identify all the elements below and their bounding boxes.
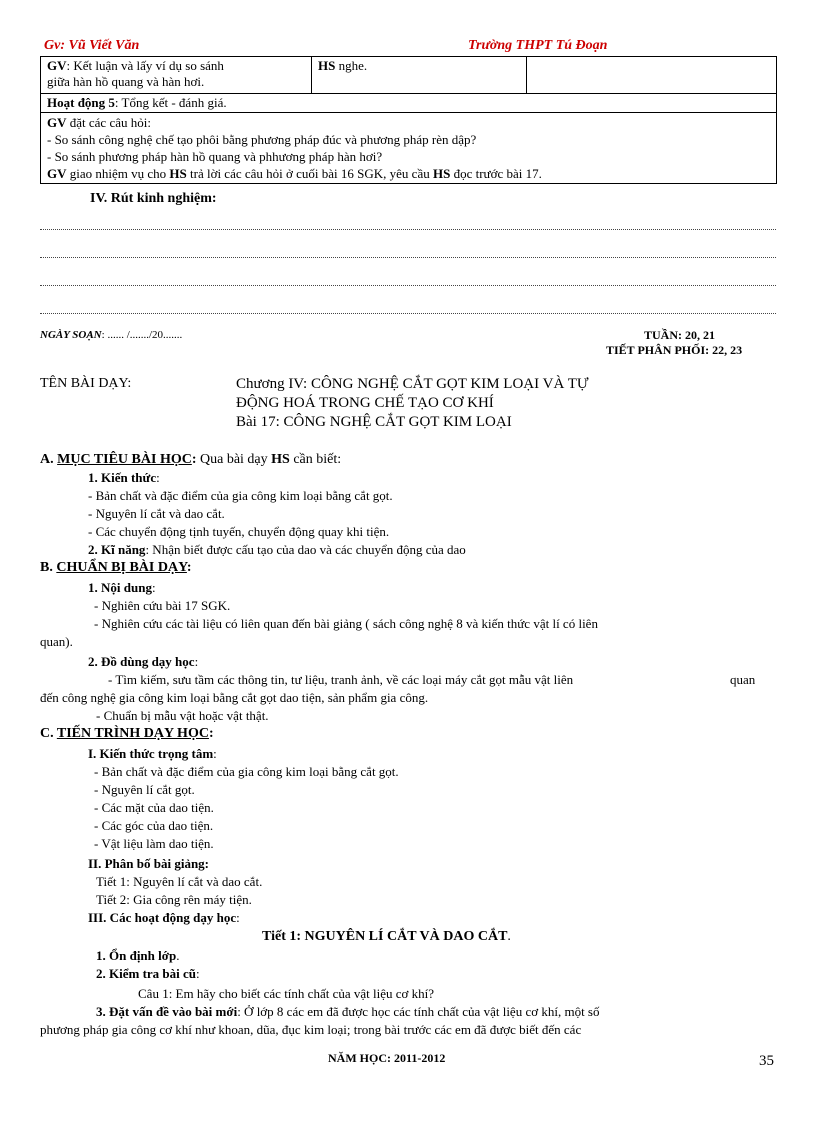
list-item: - Nguyên lí cắt gọt. bbox=[94, 782, 195, 797]
colon: : bbox=[213, 746, 217, 761]
list-item: - Bản chất và đặc điểm của gia công kim loại bằng cắt gọt. bbox=[94, 764, 399, 779]
list-item: - Chuẩn bị mẫu vật hoặc vật thật. bbox=[96, 708, 269, 723]
cell-text: : Tổng kết - đánh giá. bbox=[114, 95, 227, 110]
footer-year: NĂM HỌC: 2011-2012 bbox=[328, 1051, 446, 1065]
section-title: TIẾN TRÌNH DẠY HỌC bbox=[56, 726, 209, 741]
gv-label: GV bbox=[47, 115, 67, 130]
hs-label: HS bbox=[432, 166, 451, 181]
table-cell bbox=[41, 113, 777, 184]
chapter-title-line1: Chương IV: CÔNG NGHỆ CẮT GỌT KIM LOẠI VÀ TỰ bbox=[236, 376, 589, 392]
list-item: - Bản chất và đặc điểm của gia công kim loại bằng cắt gọt. bbox=[88, 488, 393, 503]
dat-van-de bbox=[96, 1003, 600, 1021]
gv-label: GV bbox=[47, 166, 67, 181]
cell-text: trả lời các câu hỏi ở cuối bài 16 SGK, yêu cầu bbox=[186, 166, 433, 181]
section-colon: : bbox=[186, 560, 192, 575]
subheading-text: : Nhận biết được cấu tạo của dao và các chuyển động của dao bbox=[145, 542, 466, 557]
ten-bai-label: TÊN BÀI DẠY: bbox=[40, 376, 132, 391]
phan-bo-heading: II. Phân bố bài giảng: bbox=[88, 856, 210, 871]
tiet-phan-phoi: TIẾT PHÂN PHỐI: 22, 23 bbox=[606, 343, 743, 357]
list-item: - Các chuyển động tịnh tuyến, chuyển động quay khi tiện. bbox=[88, 524, 390, 539]
dot: . bbox=[176, 948, 180, 963]
subheading: I. Kiến thức trọng tâm bbox=[88, 746, 214, 761]
hs-label: HS bbox=[271, 452, 290, 467]
dotted-line bbox=[40, 257, 776, 258]
subheading: 2. Kĩ năng bbox=[88, 542, 146, 557]
paragraph-cont: phương pháp gia công cơ khí như khoan, dũa, đục kim loại; trong bài trước các em đã được biết đến các bbox=[40, 1022, 582, 1037]
table-row bbox=[41, 57, 777, 94]
lesson-title: Bài 17: CÔNG NGHỆ CẮT GỌT KIM LOẠI bbox=[236, 414, 512, 430]
do-dung-heading bbox=[88, 653, 198, 671]
subheading: 2. Kiểm tra bài cũ bbox=[96, 966, 197, 981]
ngay-soan-value: : ...... /......./20....... bbox=[101, 329, 183, 341]
kiem-tra-bai-cu bbox=[96, 965, 200, 983]
section-prefix: A. bbox=[40, 452, 58, 467]
list-item: - Tìm kiếm, sưu tầm các thông tin, tư liệu, tranh ảnh, về các loại máy cắt gọt mẫu vật liên bbox=[108, 672, 574, 687]
list-item: Tiết 2: Gia công rên máy tiện. bbox=[96, 892, 252, 907]
cell-text: nghe. bbox=[335, 58, 368, 73]
activity-label: Hoạt động 5 bbox=[47, 95, 115, 110]
noi-dung-heading bbox=[88, 579, 156, 597]
colon: : bbox=[196, 966, 200, 981]
list-item-end: quan bbox=[730, 672, 756, 687]
section-prefix: C. bbox=[40, 726, 57, 741]
dot: . bbox=[507, 929, 511, 944]
colon: : bbox=[156, 470, 160, 485]
tuan: TUẦN: 20, 21 bbox=[644, 328, 715, 342]
tiet1-title bbox=[262, 928, 511, 946]
table-cell bbox=[41, 57, 312, 94]
table-row bbox=[41, 94, 777, 113]
table-cell bbox=[527, 57, 777, 94]
list-item: - Các góc của dao tiện. bbox=[94, 818, 214, 833]
list-item-cont: đến công nghệ gia công kim loại bằng cắt gọt dao tiện, sản phẩm gia công. bbox=[40, 690, 429, 705]
cell-text: : Kết luận và lấy ví dụ so sánh bbox=[66, 58, 224, 73]
cell-text: - So sánh công nghệ chế tạo phôi bằng phương pháp đúc và phương pháp rèn dập? bbox=[47, 132, 477, 147]
list-item: - Vật liệu làm dao tiện. bbox=[94, 836, 214, 851]
subheading: 1. Nội dung bbox=[88, 580, 152, 595]
subheading: 1. Ổn định lớp bbox=[96, 948, 177, 963]
dotted-line bbox=[40, 229, 776, 230]
list-item: - Nghiên cứu các tài liệu có liên quan đến bài giảng ( sách công nghệ 8 và kiến thức vật lí có liên bbox=[94, 616, 598, 631]
cell-text: giao nhiệm vụ cho bbox=[66, 166, 170, 181]
table-cell bbox=[41, 94, 777, 113]
subheading: 2. Đồ dùng dạy học bbox=[88, 654, 195, 669]
table-row bbox=[41, 113, 777, 184]
section-text: cần biết: bbox=[289, 452, 342, 467]
hs-label: HS bbox=[169, 166, 187, 181]
dotted-line bbox=[40, 313, 776, 314]
cau-hoi-1: Câu 1: Em hãy cho biết các tính chất của vật liệu cơ khí? bbox=[138, 986, 435, 1001]
list-item-cont: quan). bbox=[40, 634, 73, 649]
hoat-dong-heading bbox=[88, 909, 240, 927]
tiet1-text: Tiết 1: NGUYÊN LÍ CẮT VÀ DAO CẮT bbox=[262, 929, 508, 944]
kien-thuc-trong-tam bbox=[88, 745, 217, 763]
cell-text: giữa hàn hồ quang và hàn hơi. bbox=[47, 74, 205, 89]
hs-label: HS bbox=[318, 58, 336, 73]
section-rut-kinh-nghiem: IV. Rút kinh nghiệm: bbox=[90, 191, 217, 206]
chapter-title-line2: ĐỘNG HOÁ TRONG CHẾ TẠO CƠ KHÍ bbox=[236, 395, 494, 411]
section-prefix: B. bbox=[40, 560, 57, 575]
section-c bbox=[40, 725, 214, 743]
section-title: CHUẨN BỊ BÀI DẠY bbox=[56, 560, 187, 575]
list-item: - Nghiên cứu bài 17 SGK. bbox=[94, 598, 231, 613]
list-item: - Các mặt của dao tiện. bbox=[94, 800, 214, 815]
colon: : bbox=[151, 580, 156, 595]
ngay-soan bbox=[40, 326, 182, 344]
dotted-line bbox=[40, 285, 776, 286]
section-b bbox=[40, 559, 192, 577]
subheading: 1. Kiến thức bbox=[88, 470, 157, 485]
school-name: Trường THPT Tú Đoạn bbox=[468, 38, 608, 53]
list-item: - Nguyên lí cắt và dao cắt. bbox=[88, 506, 225, 521]
on-dinh-lop bbox=[96, 947, 179, 965]
list-item: Tiết 1: Nguyên lí cắt và dao cắt. bbox=[96, 874, 263, 889]
ngay-soan-label: NGÀY SOẠN bbox=[40, 329, 102, 341]
subheading: III. Các hoạt động dạy học bbox=[88, 910, 237, 925]
colon: : bbox=[194, 654, 199, 669]
cell-text: - So sánh phương pháp hàn hồ quang và phhương pháp hàn hơi? bbox=[47, 149, 383, 164]
teacher-name: Gv: Vũ Viết Văn bbox=[44, 38, 140, 53]
section-colon: : bbox=[191, 452, 200, 467]
page-number: 35 bbox=[759, 1053, 774, 1069]
table-cell bbox=[312, 57, 527, 94]
subheading: 3. Đặt vấn đề vào bài mới bbox=[96, 1004, 238, 1019]
ki-nang bbox=[88, 541, 466, 559]
kien-thuc-heading bbox=[88, 469, 160, 487]
lesson-table bbox=[40, 56, 777, 184]
section-title: MỤC TIÊU BÀI HỌC bbox=[57, 452, 192, 467]
paragraph-text: : Ở lớp 8 các em đã được học các tính chất của vật liệu cơ khí, một số bbox=[237, 1004, 600, 1019]
cell-text: đọc trước bài 17. bbox=[450, 166, 542, 181]
section-text: Qua bài dạy bbox=[200, 452, 272, 467]
section-colon: : bbox=[208, 726, 214, 741]
colon: : bbox=[236, 910, 240, 925]
cell-text: đặt các câu hỏi: bbox=[66, 115, 151, 130]
gv-label: GV bbox=[47, 58, 67, 73]
section-a bbox=[40, 451, 341, 469]
